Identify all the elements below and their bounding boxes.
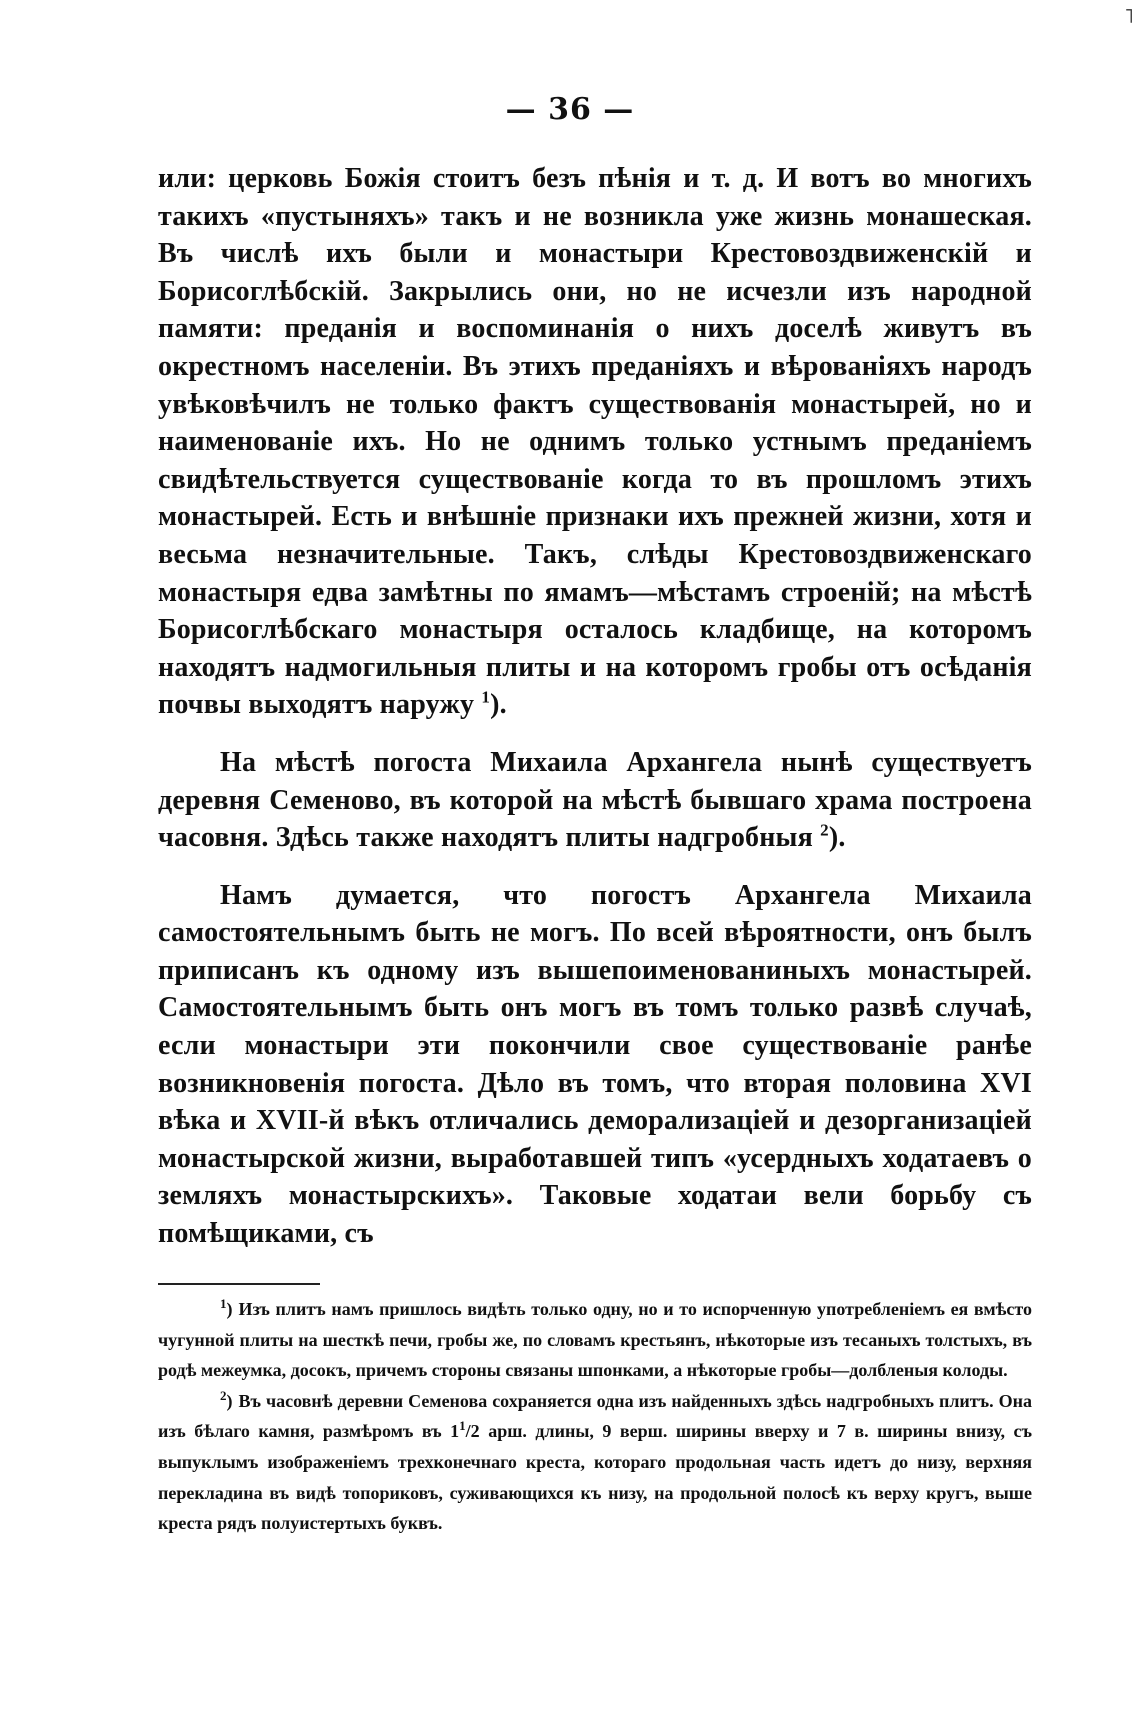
footnote-1-text: Изъ плитъ намъ пришлось видѣть только одну, но и то испорченную употребленіемъ ея вмѣсто чугунной плиты на шесткѣ печи, гробы же, по словамъ крестьянъ, нѣкоторые изъ тесаныхъ толстыхъ, въ родѣ межеумка, досокъ, причемъ стороны связаны шпонками, а нѣкоторые гробы—долбленыя колоды. [158, 1299, 1032, 1381]
paragraph-1-text: или: церковь Божія стоитъ безъ пѣнія и т. д. И вотъ во многихъ такихъ «пустыняхъ» такъ и не возникла уже жизнь монашеская. Въ числѣ ихъ были и монастыри Крестовоздвиженскій и Борисоглѣбскій. Закрылись они, но не исчезли изъ народной памяти: преданія и воспоминанія о нихъ доселѣ живутъ въ окрестномъ населеніи. Въ этихъ преданіяхъ и вѣрованіяхъ народъ увѣковѣчилъ не только фактъ существованія монастырей, но и наименованіе ихъ. Но не однимъ только устнымъ преданіемъ свидѣтельствуется существованіе когда то въ прошломъ этихъ монастырей. Есть и внѣшніе признаки ихъ прежней жизни, хотя и весьма незначительные. Такъ, слѣды Крестовоздвиженскаго монастыря едва замѣтны по ямамъ—мѣстамъ строеній; на мѣстѣ Борисоглѣбскаго монастыря осталось кладбище, на которомъ находятъ надмогильныя плиты и на которомъ гробы отъ осѣданія почвы выходятъ наружу [158, 163, 1032, 721]
paragraph-1 [158, 160, 1032, 724]
footnote-1 [158, 1294, 1032, 1386]
paragraph-2-text: На мѣстѣ погоста Михаила Архангела нынѣ существуетъ деревня Семеново, въ которой на мѣстѣ бывшаго храма построена часовня. Здѣсь также находятъ плиты надгробныя [158, 746, 1032, 854]
footnote-1-mark: 1 [220, 1296, 227, 1311]
footnote-2-fraction-den: /2 [465, 1421, 480, 1442]
footnote-1-mark-close: ) [226, 1299, 233, 1319]
footnote-2-mark: 2 [220, 1387, 227, 1403]
paragraph-3-text: Намъ думается, что погостъ Архангела Михаила самостоятельнымъ быть не могъ. По всей вѣроятности, онъ былъ приписанъ къ одному изъ вышепоименованиныхъ монастырей. Самостоятельнымъ быть онъ могъ въ томъ только развѣ случаѣ, если монастыри эти покончили свое существованіе ранѣе возникновенія погоста. Дѣло въ томъ, что вторая половина XVI вѣка и XVII-й вѣкъ отличались деморализаціей и дезорганизаціей монастырской жизни, выработавшей типъ «усердныхъ ходатаевъ о земляхъ монастырскихъ». Таковые ходатаи вели борьбу съ помѣщиками, съ [158, 879, 1032, 1250]
footnote-2-mark-close: ) [226, 1390, 233, 1411]
scan-corner-mark: ˥ [1124, 4, 1134, 28]
paragraph-3 [158, 877, 1032, 1253]
paragraph-1-tail: ). [490, 689, 507, 721]
main-text [158, 160, 1032, 1253]
paragraph-2 [158, 744, 1032, 857]
footnote-divider [158, 1283, 320, 1285]
page-number: — 36 — [505, 92, 635, 127]
footnote-2-text-a: Въ часовнѣ деревни Семенова сохраняется одна изъ найденныхъ здѣсь надгробныхъ плитъ. Она изъ бѣлаго камня, размѣромъ въ 1 [158, 1390, 1032, 1442]
footnote-ref-2[interactable]: 2 [820, 820, 829, 840]
footnote-ref-1[interactable]: 1 [481, 687, 491, 707]
footnote-2-text-b: арш. длины, 9 верш. ширины вверху и 7 в. ширины внизу, съ выпуклымъ изображеніемъ трехконечнаго креста, котораго продольная часть идетъ до низу, верхняя перекладина въ видѣ топориковъ, суживающихся къ низу, на продольной полосѣ къ верху кругъ, выше креста рядъ полуистертыхъ буквъ. [158, 1421, 1032, 1534]
footnote-2-fraction-num: 1 [459, 1418, 466, 1434]
footnote-2 [158, 1386, 1032, 1539]
paragraph-2-tail: ). [828, 822, 846, 854]
footnotes [158, 1294, 1032, 1539]
